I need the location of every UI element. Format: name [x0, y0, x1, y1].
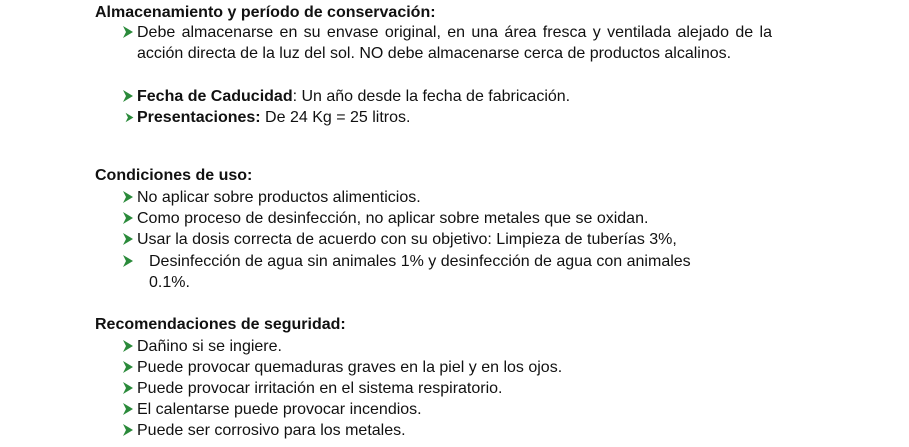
list-item: [121, 229, 772, 250]
arrow-bullet-icon: [121, 336, 137, 356]
list-item: [121, 399, 772, 420]
expiry-value: : Un año desde la fecha de fabricación.: [292, 88, 571, 105]
arrow-bullet-icon: [121, 378, 137, 398]
usage-item-text: No aplicar sobre productos alimenticios.: [137, 189, 421, 206]
arrow-bullet-icon: [121, 208, 137, 228]
safety-item-text: El calentarse puede provocar incendios.: [137, 401, 422, 418]
safety-item-text: Dañino si se ingiere.: [137, 338, 282, 355]
safety-item-text: Puede provocar quemaduras graves en la piel y en los ojos.: [137, 359, 563, 376]
arrow-bullet-icon: [121, 420, 137, 440]
list-item: [121, 357, 772, 378]
list-item: [121, 378, 772, 399]
storage-item-text: Debe almacenarse en su envase original, en una área fresca y ventilada alejado de la acción directa de la luz del sol. NO debe almacenarse cerca de productos alcalinos.: [137, 24, 772, 62]
arrow-bullet-icon: [121, 86, 137, 106]
arrow-bullet-icon: [121, 107, 137, 127]
usage-item-continuation: 0.1%.: [149, 274, 190, 291]
safety-heading: Recomendaciones de seguridad:: [95, 316, 346, 333]
safety-item-text: Puede ser corrosivo para los metales.: [137, 422, 406, 439]
arrow-bullet-icon: [121, 229, 137, 249]
list-item: [121, 251, 772, 293]
arrow-bullet-icon: [121, 22, 137, 42]
list-item: [121, 208, 772, 229]
list-item: [121, 86, 772, 107]
usage-item-text: Desinfección de agua sin animales 1% y desinfección de agua con animales: [149, 253, 691, 270]
list-item: [121, 187, 772, 208]
list-item: [121, 420, 772, 441]
arrow-bullet-icon: [121, 251, 137, 271]
safety-item-text: Puede provocar irritación en el sistema respiratorio.: [137, 380, 503, 397]
storage-heading: Almacenamiento y período de conservación:: [95, 4, 436, 21]
usage-item-text: Usar la dosis correcta de acuerdo con su objetivo: Limpieza de tuberías 3%,: [137, 231, 677, 248]
expiry-label: Fecha de Caducidad: [137, 88, 293, 105]
presentation-value: De 24 Kg = 25 litros.: [260, 109, 411, 126]
arrow-bullet-icon: [121, 399, 137, 419]
arrow-bullet-icon: [121, 357, 137, 377]
arrow-bullet-icon: [121, 187, 137, 207]
presentation-label: Presentaciones:: [137, 109, 261, 126]
usage-item-text: Como proceso de desinfección, no aplicar sobre metales que se oxidan.: [137, 210, 649, 227]
usage-heading: Condiciones de uso:: [95, 167, 253, 184]
list-item: [121, 107, 772, 128]
list-item: [121, 336, 772, 357]
list-item: [121, 22, 772, 64]
